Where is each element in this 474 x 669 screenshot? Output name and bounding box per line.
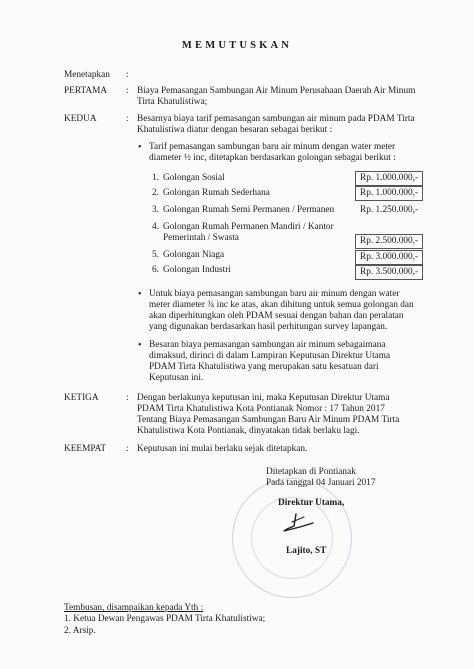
pertama-line-2: Tirta Khatulistiwa; bbox=[137, 97, 208, 107]
signature-position: Direktur Utama, bbox=[278, 498, 345, 508]
tariff-item-price: Rp. 1.250.000,- bbox=[360, 205, 419, 215]
bullet1-line-2: diameter ½ inc, ditetapkan berdasarkan golongan sebagai berikut : bbox=[149, 153, 396, 163]
tariff-item-price: Rp. 3.500.000,- bbox=[360, 267, 419, 277]
tariff-item-name-cont: Pemerintah / Swasta bbox=[163, 233, 239, 243]
kedua-line-2: Khatulistiwa diatur dengan besaran sebagai berikut : bbox=[137, 125, 333, 135]
bullet1-line-1: Tarif pemasangan sambungan baru air minum dengan water meter bbox=[149, 142, 396, 152]
tariff-item-num: 1. bbox=[152, 173, 159, 183]
tariff-item-name: Golongan Rumah Sederhana bbox=[163, 188, 270, 198]
pertama-colon: : bbox=[126, 86, 129, 96]
pertama-label: PERTAMA bbox=[64, 86, 108, 96]
tariff-item-name: Golongan Rumah Semi Permanen / Permanen bbox=[163, 205, 335, 215]
tariff-item-num: 2. bbox=[152, 188, 159, 198]
bullet-icon: • bbox=[138, 142, 142, 153]
menetapkan-colon: : bbox=[126, 70, 129, 80]
bullet3-line-3: PDAM Tirta Khatulistiwa yang merupakan satu kesatuan dari bbox=[149, 362, 379, 372]
tembusan-item: 1. Ketua Dewan Pengawas PDAM Tirta Khatulistiwa; bbox=[64, 614, 266, 624]
ketiga-label: KETIGA bbox=[64, 393, 99, 403]
bullet-icon: • bbox=[138, 289, 142, 300]
tembusan-item: 2. Arsip. bbox=[64, 626, 96, 636]
tariff-item-price: Rp. 1.000.000,- bbox=[360, 173, 419, 183]
tariff-item-num: 4. bbox=[152, 222, 159, 232]
bullet3-line-4: Keputusan ini. bbox=[149, 373, 204, 383]
bullet3-line-2: dimaksud, dirinci di dalam Lampiran Keputusan Direktur Utama bbox=[149, 351, 391, 361]
official-stamp bbox=[232, 478, 352, 598]
handwritten-signature bbox=[278, 512, 318, 536]
bullet3-line-1: Besaran biaya pemasangan sambungan air minum sebagaimana bbox=[149, 340, 386, 350]
bullet2-line-4: yang digunakan berdasarkan hasil perhitungan survey lapangan. bbox=[149, 322, 388, 332]
tariff-item-name: Golongan Niaga bbox=[163, 250, 225, 260]
signature-date: Pada tanggal 04 Januari 2017 bbox=[266, 478, 376, 488]
keempat-label: KEEMPAT bbox=[64, 444, 107, 454]
kedua-label: KEDUA bbox=[64, 114, 97, 124]
tariff-item-name: Golongan Industri bbox=[163, 265, 231, 275]
bullet2-line-3: akan diperhitungkan oleh PDAM sesuai dengan bahan dan peralatan bbox=[149, 311, 404, 321]
ketiga-colon: : bbox=[126, 393, 129, 403]
signatory-name: Lajito, ST bbox=[286, 546, 327, 556]
ketiga-line-1: Dengan berlakunya keputusan ini, maka Keputusan Direktur Utama bbox=[137, 393, 390, 403]
pertama-line-1: Biaya Pemasangan Sambungan Air Minum Perusahaan Daerah Air Minum bbox=[137, 86, 416, 96]
ketiga-line-3: Tentang Biaya Pemasangan Sambungan Baru Air Minum PDAM Tirta bbox=[137, 415, 400, 425]
bullet-icon: • bbox=[138, 340, 142, 351]
tariff-item-num: 5. bbox=[152, 250, 159, 260]
keempat-colon: : bbox=[126, 444, 129, 454]
bullet2-line-2: meter diameter ¾ inc ke atas, akan dihitung untuk semua golongan dan bbox=[149, 300, 414, 310]
tariff-item-name: Golongan Rumah Permanen Mandiri / Kantor bbox=[163, 222, 334, 232]
kedua-colon: : bbox=[126, 114, 129, 124]
bullet2-line-1: Untuk biaya pemasangan sambungan baru air minum dengan water bbox=[149, 289, 400, 299]
tariff-item-price: Rp. 2.500.000,- bbox=[360, 236, 419, 246]
ketiga-line-2: PDAM Tirta Khatulistiwa Kota Pontianak Nomor : 17 Tahun 2017 bbox=[137, 404, 385, 414]
decision-heading: MEMUTUSKAN bbox=[181, 40, 293, 51]
kedua-line-1: Besarnya biaya tarif pemasangan sambungan air minum pada PDAM Tirta bbox=[137, 114, 415, 124]
ketiga-line-4: Khatulistiwa Kota Pontianak, dinyatakan tidak berlaku lagi. bbox=[137, 426, 360, 436]
menetapkan-label: Menetapkan bbox=[64, 70, 110, 80]
signature-place: Ditetapkan di Pontianak bbox=[266, 467, 356, 477]
tariff-item-name: Golongan Sosial bbox=[163, 173, 225, 183]
tariff-item-num: 6. bbox=[152, 265, 159, 275]
keempat-line-1: Keputusan ini mulai berlaku sejak ditetapkan. bbox=[137, 444, 308, 454]
tariff-item-num: 3. bbox=[152, 205, 159, 215]
tariff-item-price: Rp. 3.000.000,- bbox=[360, 252, 419, 262]
tembusan-heading: Tembusan, disampaikan kepada Yth : bbox=[64, 603, 204, 613]
tariff-item-price: Rp. 1.000.000,- bbox=[360, 188, 419, 198]
